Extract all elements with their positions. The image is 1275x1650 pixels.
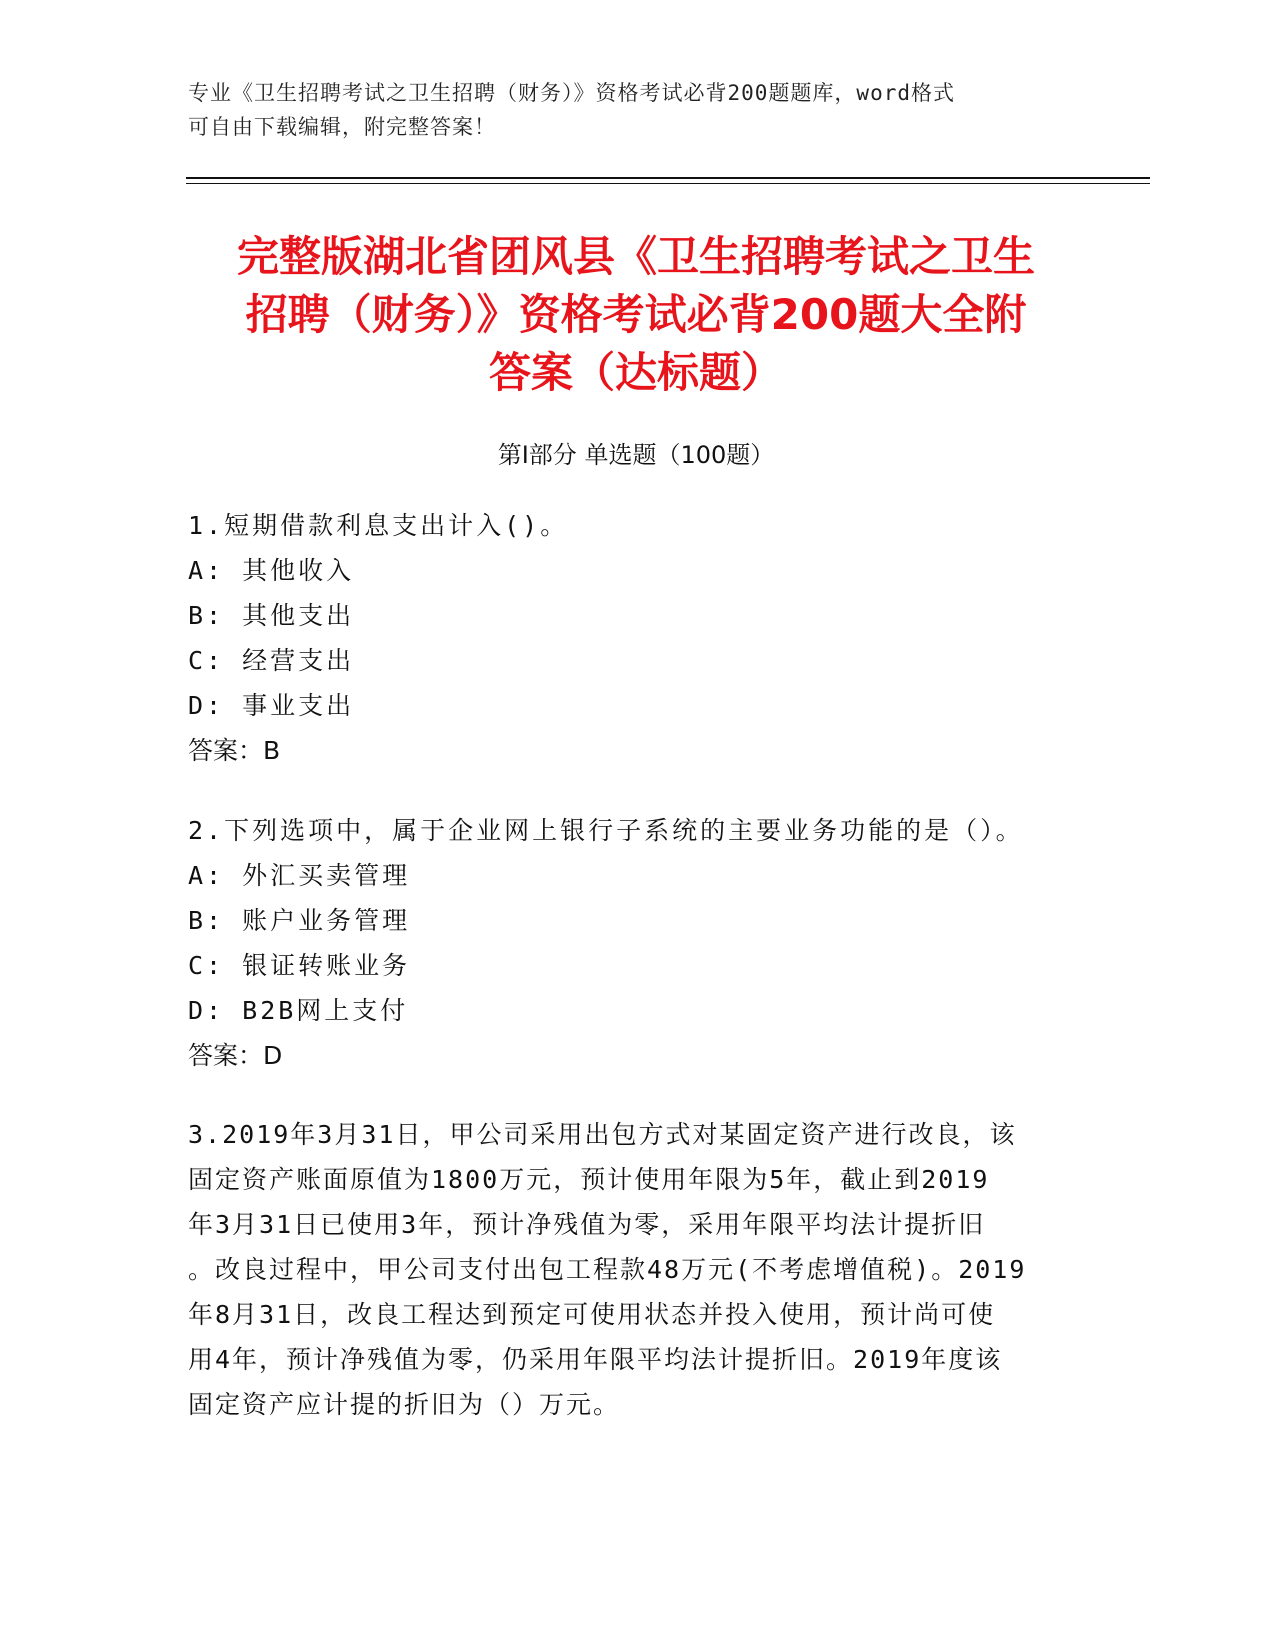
question-stem-line: 3.2019年3月31日，甲公司采用出包方式对某固定资产进行改良，该 [188, 1120, 1017, 1149]
question-stem-line: 固定资产应计提的折旧为（）万元。 [188, 1390, 621, 1419]
document-title [186, 228, 1086, 402]
question-stem-line: 年3月31日已使用3年，预计净残值为零，采用年限平均法计提折旧 [188, 1210, 986, 1239]
option-d: D: B2B网上支付 [188, 996, 409, 1025]
option-b: B: 其他支出 [188, 601, 355, 630]
header-note-line-1: 专业《卫生招聘考试之卫生招聘（财务）》资格考试必背200题题库，word格式 [188, 81, 955, 105]
document-title-line-1: 完整版湖北省团风县《卫生招聘考试之卫生 [236, 232, 1035, 281]
document-title-line-3: 答案（达标题） [488, 348, 783, 397]
option-c: C: 经营支出 [188, 646, 355, 675]
option-a: A: 其他收入 [188, 556, 355, 585]
question-stem-line: 用4年，预计净残值为零，仍采用年限平均法计提折旧。2019年度该 [188, 1345, 1003, 1374]
answer: 答案：D [188, 1041, 283, 1070]
question-stem-line: 固定资产账面原值为1800万元，预计使用年限为5年，截止到2019 [188, 1165, 990, 1194]
header-note [188, 76, 1068, 144]
answer: 答案：B [188, 736, 281, 765]
option-c: C: 银证转账业务 [188, 951, 411, 980]
header-note-line-2: 可自由下载编辑，附完整答案！ [188, 115, 496, 139]
question-stem-line: 年8月31日，改良工程达到预定可使用状态并投入使用，预计尚可使 [188, 1300, 996, 1329]
question-stem: 1.短期借款利息支出计入()。 [188, 511, 569, 540]
header-divider-thin [186, 183, 1150, 184]
document-title-line-2: 招聘（财务）》资格考试必背200题大全附 [245, 290, 1027, 339]
question-stem-line: 。改良过程中，甲公司支付出包工程款48万元(不考虑增值税)。2019 [188, 1255, 1027, 1284]
section-title: 第Ⅰ部分 单选题（100题） [497, 441, 775, 469]
question-stem: 2.下列选项中，属于企业网上银行子系统的主要业务功能的是（）。 [188, 816, 1024, 845]
header-divider-thick [186, 177, 1150, 179]
question-3 [188, 1112, 1088, 1427]
question-stem [188, 1112, 1088, 1427]
option-d: D: 事业支出 [188, 691, 355, 720]
question-2 [188, 808, 1088, 1078]
question-1 [188, 503, 1088, 773]
option-b: B: 账户业务管理 [188, 906, 411, 935]
option-a: A: 外汇买卖管理 [188, 861, 411, 890]
